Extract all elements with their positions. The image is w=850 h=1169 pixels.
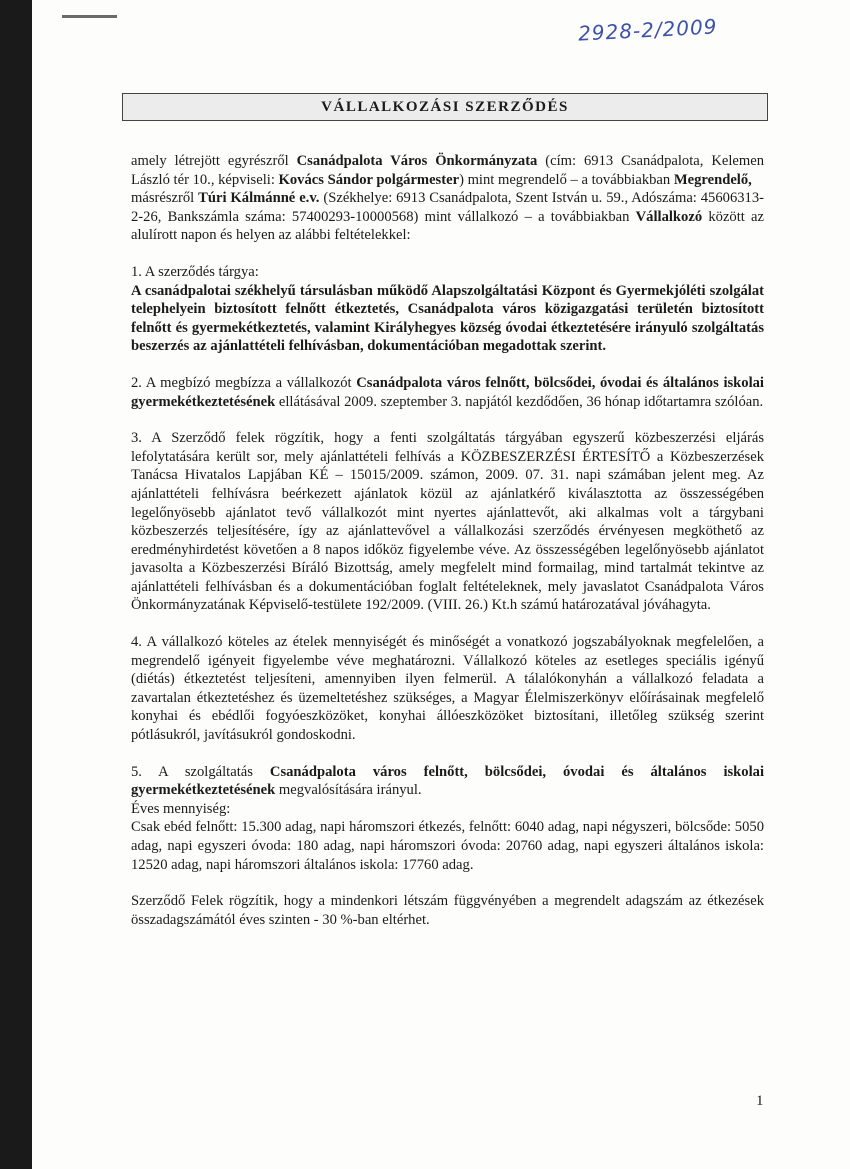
page-number: 1 (756, 1093, 764, 1109)
service-scope: Csanádpalota város felnőtt, bölcsődei, óvodai és általános iskolai gyermekétkeztetésének (131, 763, 764, 799)
document-page (32, 0, 850, 1169)
closing-paragraph: Szerződő Felek rögzítik, hogy a mindenkori létszám függvényében a megrendelt adagszám az étkezések összadagszámától éves szinten - 30 %-ban eltérhet. (131, 893, 764, 928)
client-name: Csanádpalota Város Önkormányzata (296, 153, 538, 169)
intro-parties (131, 152, 764, 189)
section-4: 4. A vállalkozó köteles az ételek mennyiségét és minőségét a vonatkozó jogszabályoknak megfelelően, a megrendelő igényeit figyelembe véve meghatározni. Vállalkozó köteles az esetleges speciális igényű (diétás) étkeztetést teljesíteni, amennyiben ilyen felmerül. A tálalókonyhán a vállalkozó feladata a zavartalan étkeztetéshez és üzemeltetéshez szükséges, a Magyar Élelmiszerkönyv előírásainak megfelelő konyhai és ebédlői fogyóeszközöket, konyhai állóeszközöket biztosítani, illetőleg szükség szerint pótlásukról, javításukról gondoskodni. (131, 634, 764, 744)
section-1-text (131, 282, 764, 356)
service-scope: Csanádpalota város felnőtt, bölcsődei, óvodai és általános iskolai gyermekétkeztetésének (131, 374, 764, 410)
intro-text: között az alulírott napon és helyen az alábbi feltételekkel: (131, 208, 764, 244)
annual-quantity-label: Éves mennyiség: (131, 800, 231, 817)
scan-mark (62, 15, 117, 18)
intro-text: (cím: 6913 Csanádpalota, Kelemen László tér 10., képviseli: (131, 153, 764, 188)
section-2-text: 2. A megbízó megbízza a vállalkozót (131, 374, 357, 391)
annual-quantity-text: Csak ebéd felnőtt: 15.300 adag, napi háromszori étkezés, felnőtt: 6040 adag, napi négyszeri, bölcsőde: 5050 adag, napi egyszeri óvoda: 180 adag, napi háromszori óvoda: 20760 adag, napi egyszeri általános iskola: 12520 adag, napi háromszori általános iskola: 17760 adag. (131, 819, 764, 873)
handwritten-reference-number: 2928-2/2009 (577, 14, 719, 46)
section-3: 3. A Szerződő felek rögzítik, hogy a fenti szolgáltatás tárgyában egyszerű közbeszerzési eljárás lefolytatására került sor, mely ajánlattételi felhívás a KÖZBESZERZÉSI ÉRTESÍTŐ a Közbeszerzések Tanácsa Hivatalos Lapjában KÉ – 15015/2009. számon, 2009. 07. 31. napi számában jelent meg. Az ajánlattételi felhívásra beérkezett ajánlatok közül az ajánlatkérő kiválasztotta az összességében legelőnyösebb ajánlatot tevő vállalkozót mint nyertes ajánlattevőt, aki alkalmas volt a tárgybani közbeszerzés teljesítésére, így az ajánlattevővel a vállalkozási szerződés érvényesen megköthető az eredményhirdetést követően a 8 napos időköz figyelembe véve. Az összességében legelőnyösebb ajánlatot javasolta a Közbeszerzési Bíráló Bizottság, amely megfelelt mind formailag, mind tartalmát tekintve az ajánlattételi felhívásban és a dokumentációban foglalt feltételeknek, mely javaslatot Csanádpalota Város Önkormányzatának Képviselő-testülete 192/2009. (VIII. 26.) Kt.h számú határozatával jóváhagyta. (131, 430, 764, 614)
client-label: Megrendelő, (673, 171, 752, 188)
section-5 (131, 763, 764, 800)
intro-text: amely létrejött egyrészről (131, 153, 297, 169)
intro-contractor (131, 189, 764, 245)
representative-name: Kovács Sándor polgármester (278, 171, 460, 188)
contractor-name: Túri Kálmánné e.v. (198, 190, 320, 207)
section-2 (131, 374, 764, 411)
intro-text: ) mint megrendelő – a továbbiakban (459, 171, 674, 188)
contract-body (131, 152, 764, 929)
contractor-label: Vállalkozó (635, 208, 703, 225)
section-2-text: ellátásával 2009. szeptember 3. napjától kezdődően, 36 hónap időtartamra szólóan. (275, 393, 764, 410)
intro-text: (Székhelye: 6913 Csanádpalota, Szent István u. 59., Adószáma: 45606313-2-26, Bankszámla száma: 57400293-10000568) mint vállalkozó – a továbbiakban (131, 190, 764, 225)
document-title: VÁLLALKOZÁSI SZERZŐDÉS (122, 93, 768, 121)
section-5-text: megvalósítására irányul. (275, 782, 422, 799)
section-1-heading: 1. A szerződés tárgya: (131, 263, 259, 280)
intro-text: másrészről (131, 190, 199, 207)
contract-subject: A csanádpalotai székhelyű társulásban működő Alapszolgáltatási Központ és Gyermekjóléti szolgálat telephelyein biztosított felnőtt étkeztetés, Csanádpalota város közigazgatási területén biztosított felnőtt és gyermekétkeztetés, valamint Királyhegyes község óvodai étkeztetésére irányuló szolgáltatás beszerzés az ajánlattételi felhívásban, dokumentációban megadottak szerint. (131, 282, 764, 355)
section-5-text: 5. A szolgáltatás (131, 763, 270, 780)
